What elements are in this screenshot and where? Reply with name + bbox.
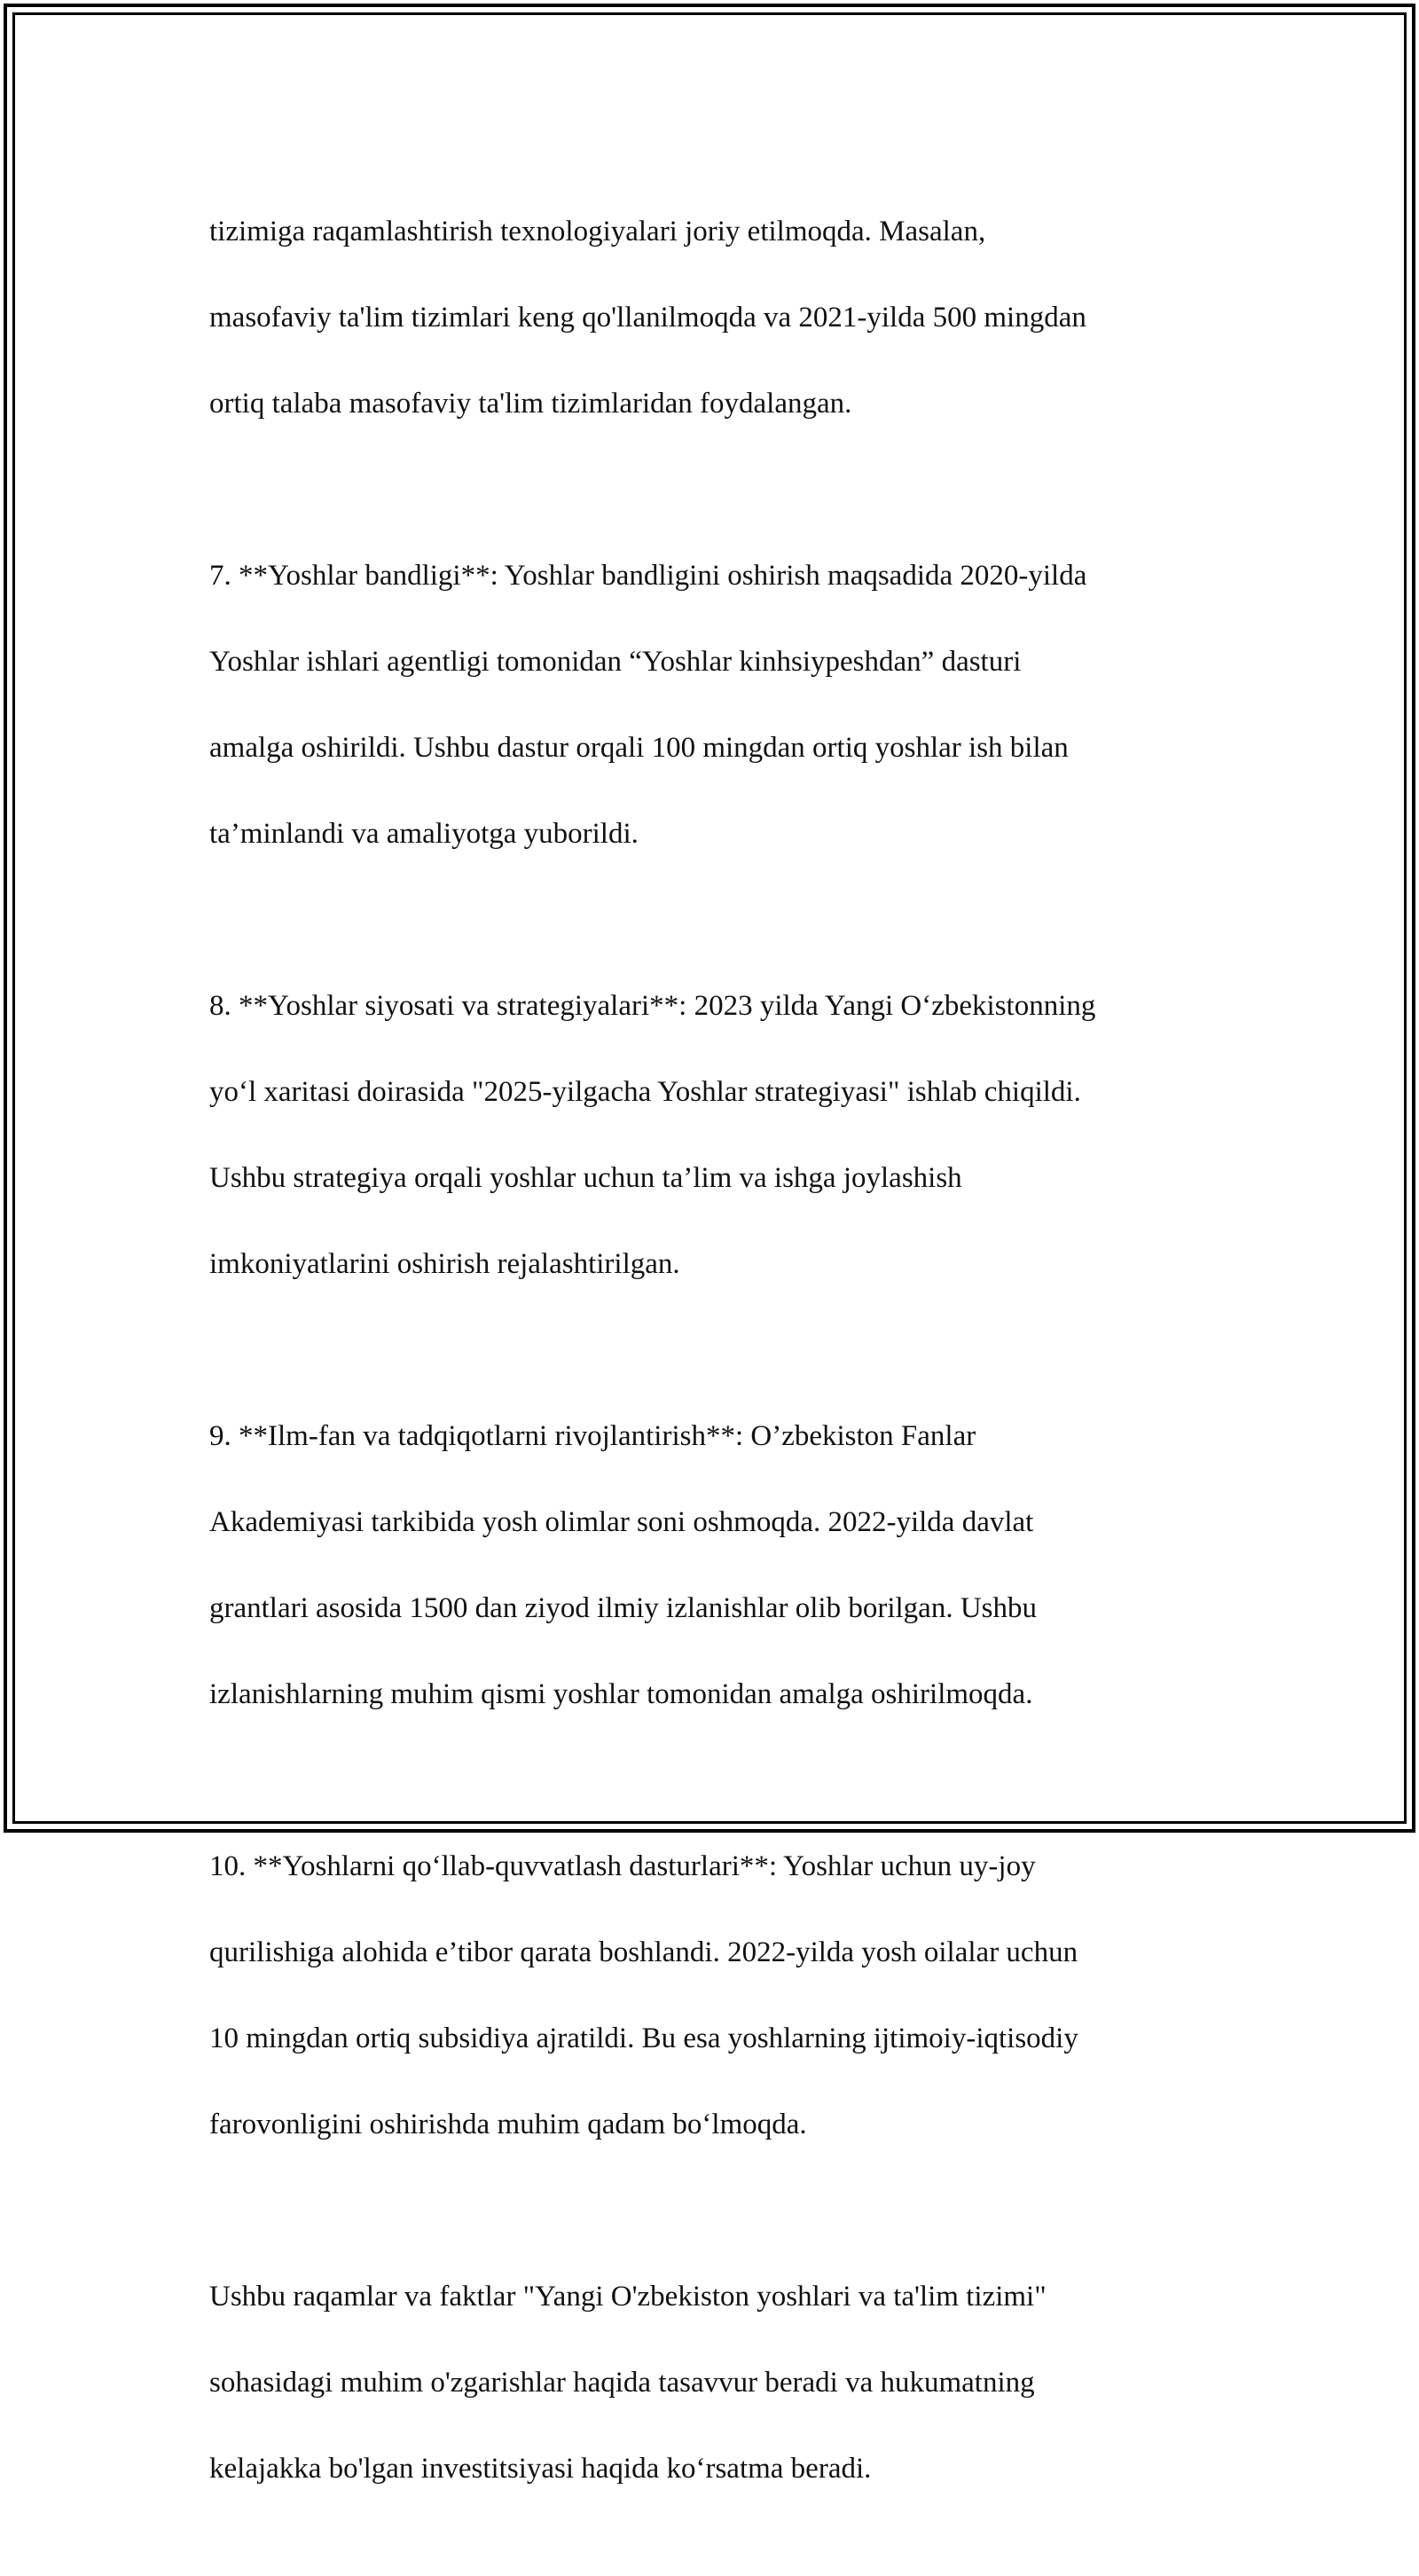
text-line: Ushbu strategiya orqali yoshlar uchun ta’lim va ishga joylashish bbox=[209, 1161, 962, 1194]
text-line: izlanishlarning muhim qismi yoshlar tomonidan amalga oshirilmoqda. bbox=[209, 1677, 1033, 1710]
text-line: grantlari asosida 1500 dan ziyod ilmiy izlanishlar olib borilgan. Ushbu bbox=[209, 1591, 1037, 1624]
text-line: tizimiga raqamlashtirish texnologiyalari joriy etilmoqda. Masalan, bbox=[209, 215, 986, 247]
text-line: 10 mingdan ortiq subsidiya ajratildi. Bu esa yoshlarning ijtimoiy-iqtisodiy bbox=[209, 2022, 1078, 2054]
text-line: Ushbu raqamlar va faktlar "Yangi O'zbekiston yoshlari va ta'lim tizimi" bbox=[209, 2280, 1047, 2313]
text-line: farovonligini oshirishda muhim qadam bo‘lmoqda. bbox=[209, 2108, 807, 2140]
text-line: Akademiyasi tarkibida yosh olimlar soni oshmoqda. 2022-yilda davlat bbox=[209, 1505, 1034, 1538]
text-line: 9. **Ilm-fan va tadqiqotlarni rivojlantirish**: O’zbekiston Fanlar bbox=[209, 1419, 976, 1452]
text-line: yo‘l xaritasi doirasida "2025-yilgacha Yoshlar strategiyasi" ishlab chiqildi. bbox=[209, 1075, 1081, 1108]
text-line: ta’minlandi va amaliyotga yuborildi. bbox=[209, 817, 639, 850]
text-line: 10. **Yoshlarni qo‘llab-quvvatlash dasturlari**: Yoshlar uchun uy-joy bbox=[209, 1850, 1036, 1882]
paragraph-conclusion bbox=[209, 2232, 1220, 2533]
text-line: sohasidagi muhim o'zgarishlar haqida tasavvur beradi va hukumatning bbox=[209, 2366, 1035, 2399]
paragraph-item-8 bbox=[209, 941, 1220, 1329]
text-line: qurilishiga alohida e’tibor qarata boshlandi. 2022-yilda yosh oilalar uchun bbox=[209, 1936, 1078, 1968]
paragraph-intro-continuation bbox=[209, 167, 1220, 468]
paragraph-item-9 bbox=[209, 1371, 1220, 1759]
text-line: 7. **Yoshlar bandligi**: Yoshlar bandligini oshirish maqsadida 2020-yilda bbox=[209, 559, 1087, 592]
text-line: masofaviy ta'lim tizimlari keng qo'llanilmoqda va 2021-yilda 500 mingdan bbox=[209, 301, 1086, 334]
document-body bbox=[209, 167, 1220, 2576]
text-line: Yoshlar ishlari agentligi tomonidan “Yoshlar kinhsiypeshdan” dasturi bbox=[209, 645, 1022, 678]
text-line: 8. **Yoshlar siyosati va strategiyalari**: 2023 yilda Yangi O‘zbekistonning bbox=[209, 989, 1096, 1022]
text-line: ortiq talaba masofaviy ta'lim tizimlaridan foydalangan. bbox=[209, 387, 852, 420]
paragraph-item-7 bbox=[209, 511, 1220, 899]
text-line: kelajakka bo'lgan investitsiyasi haqida ko‘rsatma beradi. bbox=[209, 2452, 872, 2485]
paragraph-item-10 bbox=[209, 1802, 1220, 2189]
text-line: amalga oshirildi. Ushbu dastur orqali 100 mingdan ortiq yoshlar ish bilan bbox=[209, 731, 1069, 764]
text-line: imkoniyatlarini oshirish rejalashtirilgan. bbox=[209, 1247, 680, 1280]
